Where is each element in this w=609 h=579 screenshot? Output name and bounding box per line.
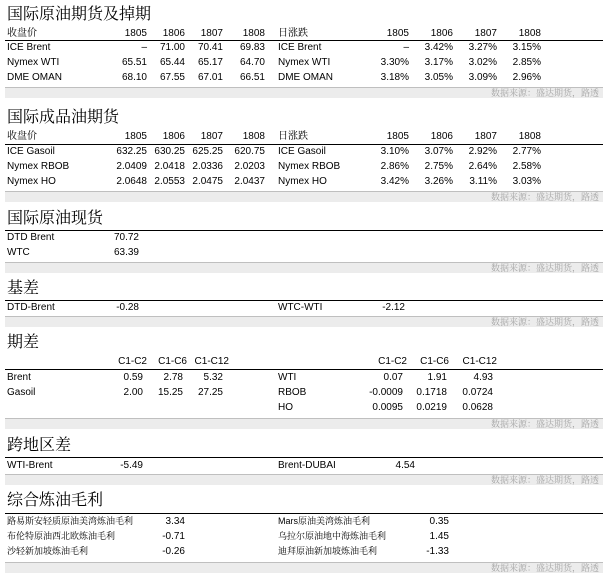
- table-row: Nymex HO 2.0648 2.0553 2.0475 2.0437 Nymex HO 3.42% 3.26% 3.11% 3.03%: [7, 176, 541, 187]
- table-row: 布伦特原油西北欧炼油毛利 -0.71 乌拉尔原油地中海炼油毛利 1.45: [7, 531, 449, 542]
- section-title: 基差: [7, 280, 40, 297]
- section-title: 期差: [7, 334, 40, 351]
- source-note: 数据来源：盛达期货，路透: [490, 263, 599, 273]
- table-row: DTD-Brent -0.28 WTC-WTI -2.12: [7, 302, 405, 313]
- header-rule: [5, 457, 603, 458]
- section-title: 国际原油现货: [7, 210, 104, 227]
- section-title: 国际成品油期货: [7, 109, 120, 126]
- section-crude-futures: [5, 0, 603, 104]
- table-header: C1-C2 C1-C6 C1-C12 C1-C2 C1-C6 C1-C12: [118, 356, 497, 367]
- table-row: Nymex WTI 65.51 65.44 65.17 64.70 Nymex WTI 3.30% 3.17% 3.02% 2.85%: [7, 57, 541, 68]
- table-row: Brent 0.59 2.78 5.32 WTI 0.07 1.91 4.93: [7, 372, 493, 383]
- table-row: WTI-Brent -5.49 Brent-DUBAI 4.54: [7, 460, 415, 471]
- table-row: Nymex RBOB 2.0409 2.0418 2.0336 2.0203 Nymex RBOB 2.86% 2.75% 2.64% 2.58%: [7, 161, 541, 172]
- table-header: 收盘价 1805 1806 1807 1808 日涨跌 1805 1806 1807 1808: [7, 28, 541, 39]
- table-row: WTC 63.39: [7, 247, 139, 258]
- section-spread: [5, 331, 603, 435]
- source-note: 数据来源：盛达期货，路透: [490, 419, 599, 429]
- section-crude-spot: [5, 208, 603, 278]
- header-rule: [5, 513, 603, 514]
- table-row: DTD Brent 70.72: [7, 232, 139, 243]
- source-note: 数据来源：盛达期货，路透: [490, 563, 599, 573]
- table-row: ICE Gasoil 632.25 630.25 625.25 620.75 ICE Gasoil 3.10% 3.07% 2.92% 2.77%: [7, 146, 541, 157]
- section-title: 综合炼油毛利: [7, 492, 104, 509]
- section-regional-spread: [5, 435, 603, 488]
- section-products-futures: [5, 104, 603, 208]
- section-title: 跨地区差: [7, 437, 72, 454]
- source-note: 数据来源：盛达期货，路透: [490, 475, 599, 485]
- table-row: DME OMAN 68.10 67.55 67.01 66.51 DME OMAN 3.18% 3.05% 3.09% 2.96%: [7, 72, 541, 83]
- table-header: 收盘价 1805 1806 1807 1808 日涨跌 1805 1806 1807 1808: [7, 131, 541, 142]
- source-note: 数据来源：盛达期货，路透: [490, 317, 599, 327]
- table-row: 沙轻新加坡炼油毛利 -0.26 迪拜原油新加坡炼油毛利 -1.33: [7, 546, 449, 557]
- table-row: ICE Brent – 71.00 70.41 69.83 ICE Brent – 3.42% 3.27% 3.15%: [7, 42, 541, 53]
- table-row: 路易斯安轻质原油美湾炼油毛利 3.34 Mars原油美湾炼油毛利 0.35: [7, 516, 449, 527]
- section-refining-margin: [5, 488, 603, 577]
- source-note: 数据来源：盛达期货，路透: [490, 192, 599, 202]
- table-row: Gasoil 2.00 15.25 27.25 RBOB -0.0009 0.1718 0.0724: [7, 387, 493, 398]
- source-note: 数据来源：盛达期货，路透: [490, 88, 599, 98]
- section-title: 国际原油期货及掉期: [7, 6, 152, 23]
- section-basis: [5, 278, 603, 331]
- table-row: HO 0.0095 0.0219 0.0628: [278, 402, 493, 413]
- header-rule: [5, 369, 603, 370]
